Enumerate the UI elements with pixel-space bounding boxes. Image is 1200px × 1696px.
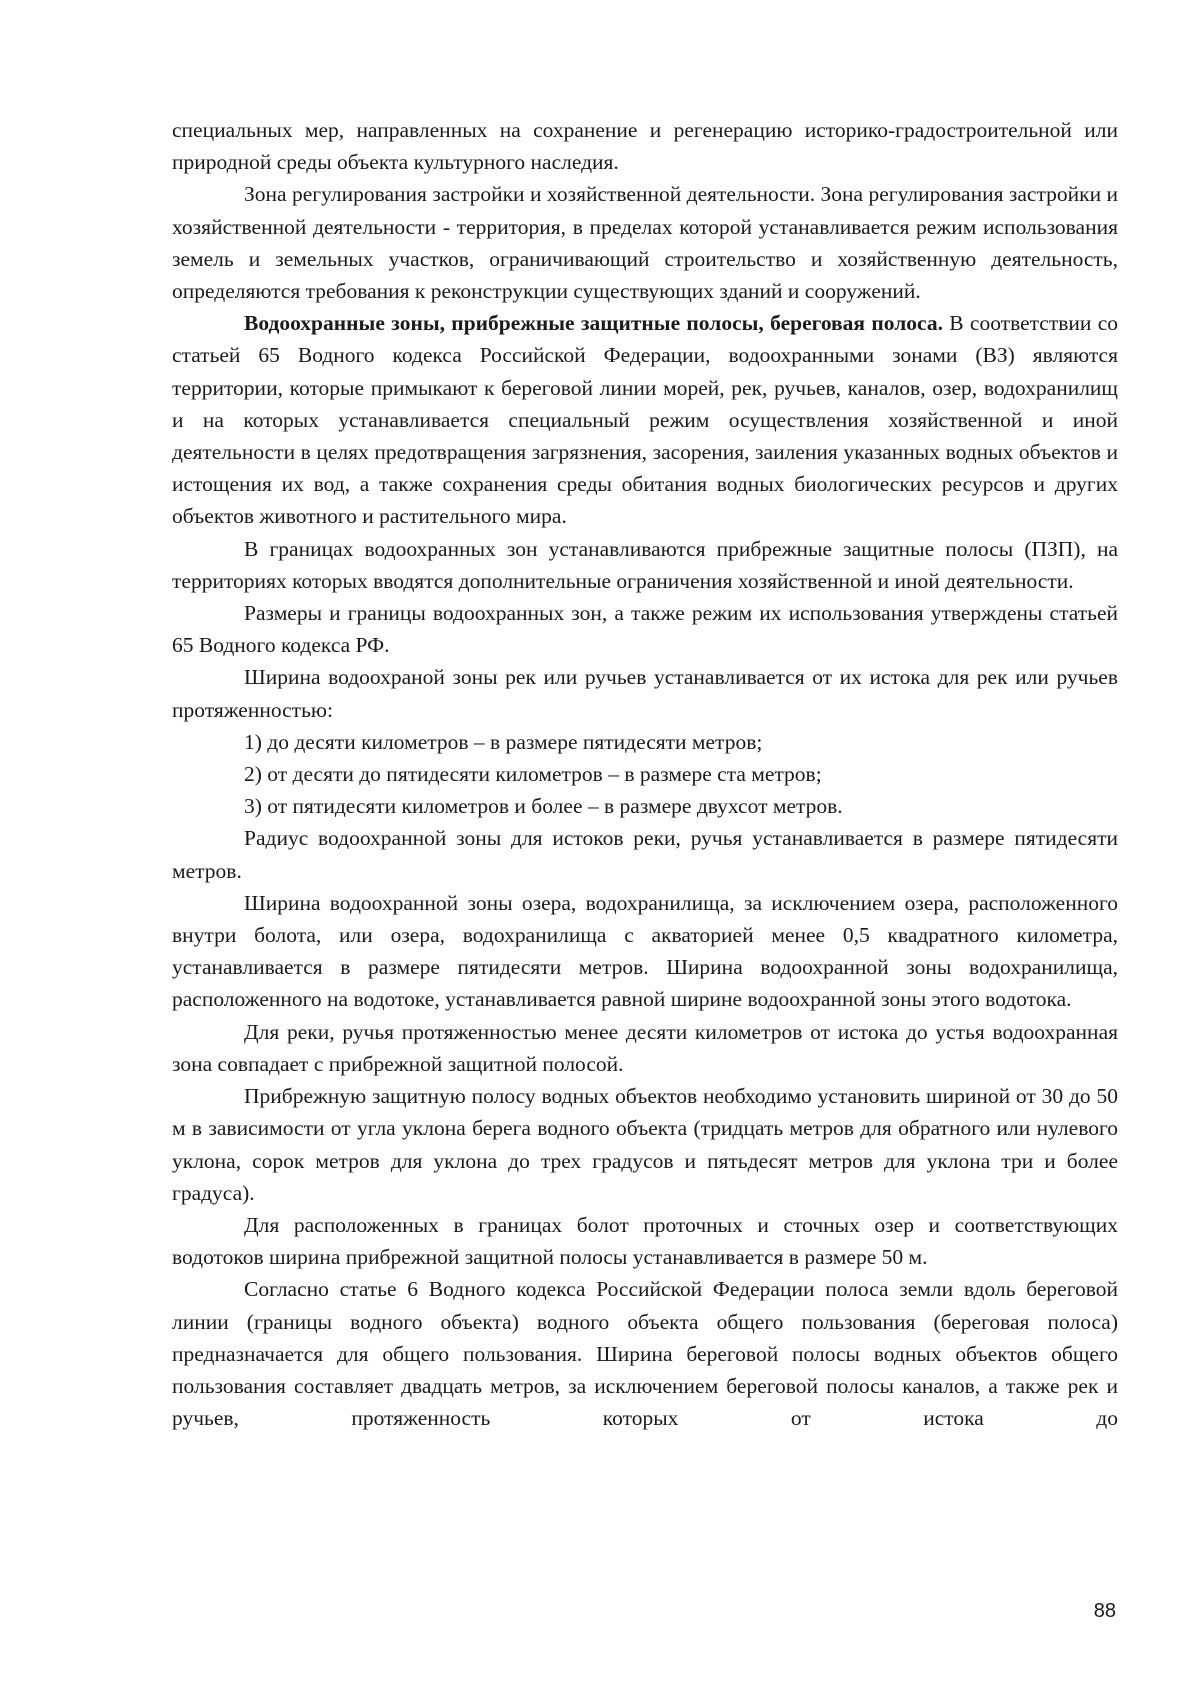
paragraph-coastal-strips: В границах водоохранных зон устанавливаются прибрежные защитные полосы (ПЗП), на территориях которых вводятся дополнительные ограничения хозяйственной и иной деятельности. <box>172 536 1118 593</box>
paragraph-short-river: Для реки, ручья протяженностью менее десяти километров от истока до устья водоохранная зона совпадает с прибрежной защитной полосой. <box>172 1019 1118 1076</box>
paragraph-zone-regulation: Зона регулирования застройки и хозяйственной деятельности. Зона регулирования застройки и хозяйственной деятельности - территория, в пределах которой устанавливается режим использования земель и земельных участков, ограничивающий строительство и хозяйственную деятельность, определяются требования к реконструкции существующих зданий и сооружений. <box>172 182 1118 304</box>
list-item: 3) от пятидесяти километров и более – в размере двухсот метров. <box>244 794 843 819</box>
document-body <box>172 114 1118 1434</box>
paragraph-continuation: специальных мер, направленных на сохранение и регенерацию историко-градостроительной или природной среды объекта культурного наследия. <box>172 118 1118 175</box>
paragraph-source-radius: Радиус водоохранной зоны для истоков реки, ручья устанавливается в размере пятидесяти метров. <box>172 826 1118 883</box>
list-item: 1) до десяти километров – в размере пятидесяти метров; <box>244 729 763 754</box>
paragraph-river-width: Ширина водоохраной зоны рек или ручьев устанавливается от их истока для рек или ручьев протяженностью: <box>172 665 1118 722</box>
page-number: 88 <box>1093 1600 1116 1622</box>
paragraph-water-protection-zones <box>172 307 1118 532</box>
paragraph-lake-width: Ширина водоохранной зоны озера, водохранилища, за исключением озера, расположенного внутри болота, или озера, водохранилища с акваторией менее 0,5 квадратного километра, устанавливается в размере пятидесяти метров. Ширина водоохранной зоны водохранилища, расположенного на водотоке, устанавливается равной ширине водоохранной зоны этого водотока. <box>172 890 1118 1012</box>
paragraph-swamp-lakes: Для расположенных в границах болот проточных и сточных озер и соответствующих водотоков ширина прибрежной защитной полосы устанавливается в размере 50 м. <box>172 1212 1118 1270</box>
paragraph-text: В соответствии со статьей 65 Водного кодекса Российской Федерации, водоохранными зонами (ВЗ) являются территории, которые примыкают к береговой линии морей, рек, ручьев, каналов, озер, водохранилищ и на которых устанавливается специальный режим осуществления хозяйственной и иной деятельности в целях предотвращения загрязнения, засорения, заиления указанных водных объектов и истощения их вод, а также сохранения среды обитания водных биологических ресурсов и других объектов животного и растительного мира. <box>172 311 1118 529</box>
paragraph-shore-strip: Согласно статье 6 Водного кодекса Российской Федерации полоса земли вдоль береговой линии (границы водного объекта) водного объекта общего пользования (береговая полоса) предназначается для общего пользования. Ширина береговой полосы водных объектов общего пользования составляет двадцать метров, за исключением береговой полосы каналов, а также рек и ручьев, протяженность которых от истока до <box>172 1277 1118 1431</box>
paragraph-coastal-strip-width: Прибрежную защитную полосу водных объектов необходимо установить шириной от 30 до 50 м в зависимости от угла уклона берега водного объекта (тридцать метров для обратного или нулевого уклона, сорок метров для уклона до трех градусов и пятьдесят метров для уклона три и более градуса). <box>172 1084 1118 1205</box>
paragraph-zone-sizes: Размеры и границы водоохранных зон, а также режим их использования утверждены статьей 65 Водного кодекса РФ. <box>172 601 1118 658</box>
list-item: 2) от десяти до пятидесяти километров – в размере ста метров; <box>244 762 822 787</box>
section-heading-inline: Водоохранные зоны, прибрежные защитные полосы, береговая полоса. <box>244 311 943 336</box>
